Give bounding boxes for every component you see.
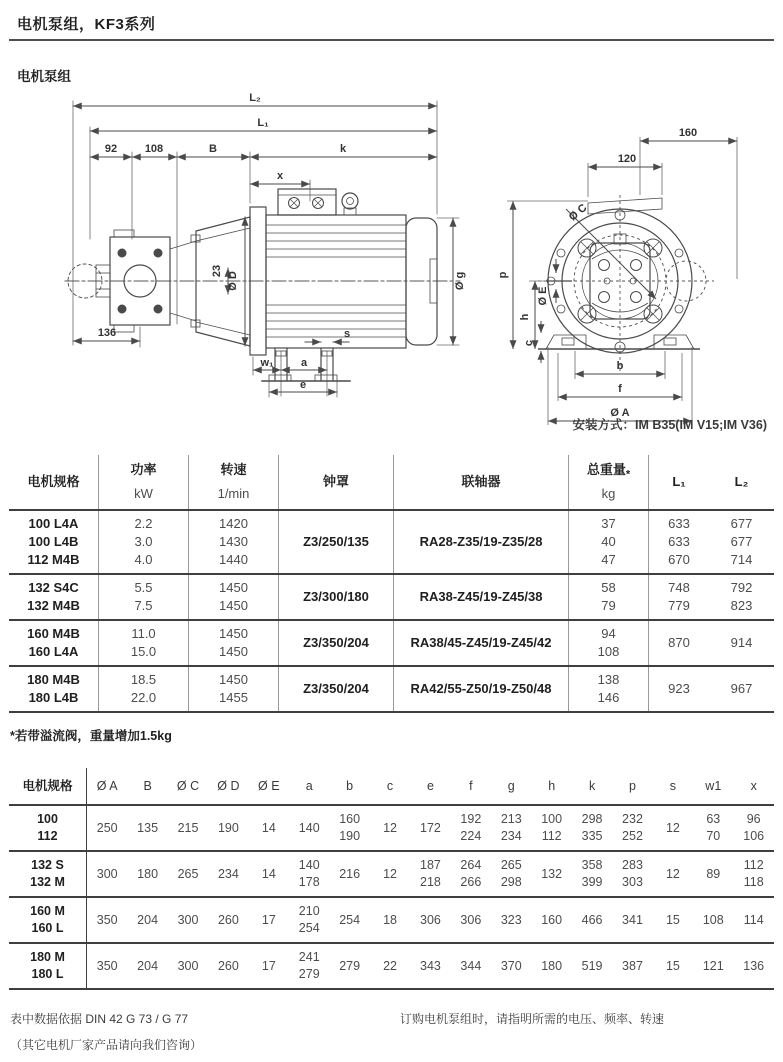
table1-header-speed <box>189 455 279 509</box>
table2-cell: 63 70 <box>706 812 721 843</box>
table1-header-coupling <box>394 455 569 509</box>
table1-unit-speed: 1/min <box>217 486 250 501</box>
table1-header-coupling-label: 联轴器 <box>461 474 501 489</box>
footer-consult-note: （其它电机厂家产品请向我们咨询） <box>10 1038 203 1052</box>
table1-cell-models: 132 S4C 132 M4B <box>9 575 99 619</box>
technical-drawing <box>10 89 775 441</box>
table2-header-a: a <box>305 778 313 793</box>
table1-group-180 <box>9 667 774 713</box>
dim-label-92: 92 <box>104 143 118 155</box>
table2-cell: 265 <box>177 866 199 881</box>
table2-cell: 108 <box>702 912 724 927</box>
table1-cell-l1: 633 633 670 <box>668 516 690 567</box>
table2-header-w1: w1 <box>705 778 722 793</box>
table2-header-k: k <box>588 778 596 793</box>
table2-cell: 234 <box>217 866 239 881</box>
table2-cell: 250 <box>96 820 118 835</box>
table2-cell: 136 <box>743 958 765 973</box>
table1-cell-power: 11.0 15.0 <box>99 621 189 665</box>
dim-label-k: k <box>339 143 347 155</box>
table1-cell-models: 160 M4B 160 L4A <box>9 621 99 665</box>
table2-cell: 215 <box>177 820 199 835</box>
table2-header-oa: Ø A <box>96 778 118 793</box>
table1-cell-weight: 138 146 <box>569 667 649 711</box>
table2-cell: 387 <box>622 958 643 973</box>
table1-group-100 <box>9 511 774 575</box>
dim-label-108: 108 <box>144 143 164 155</box>
table2-cell: 519 <box>581 958 603 973</box>
table2-cell: 114 <box>743 912 764 927</box>
section-heading: 电机泵组 <box>17 69 71 84</box>
table2-cell: 254 <box>339 912 361 927</box>
table2-header-oe: Ø E <box>258 778 280 793</box>
table2-cell: 17 <box>261 912 276 927</box>
table2-cell-models: 100 112 <box>9 806 87 850</box>
table2-cell: 370 <box>500 958 522 973</box>
table2-header-c: c <box>386 778 394 793</box>
table2-header-model: 电机规格 <box>9 768 87 804</box>
dimensions-table <box>9 768 774 990</box>
table2-header-e: e <box>426 778 434 793</box>
table1-cell-l1: 923 <box>668 681 690 696</box>
table1-header-l2-label: L₂ <box>734 474 749 489</box>
dim-label-oc: Ø C <box>566 201 590 224</box>
table2-cell: 192 224 <box>460 812 482 843</box>
table2-cell: 210 254 <box>298 904 320 935</box>
table2-cell: 204 <box>137 958 159 973</box>
table2-cell: 89 <box>706 866 721 881</box>
table1-cell-l1: 870 <box>668 635 690 650</box>
table1-cell-speed: 1450 1450 <box>189 575 279 619</box>
table2-cell: 204 <box>137 912 159 927</box>
table2-cell: 344 <box>460 958 482 973</box>
table2-cell: 343 <box>420 958 441 973</box>
table1-header-weight-text: 总重量 <box>586 462 626 477</box>
table1-cell-coupling: RA28-Z35/19-Z35/28 <box>394 511 569 573</box>
dim-label-b: B <box>209 143 217 155</box>
table2-cell: 341 <box>622 912 643 927</box>
table2-cell: 172 <box>420 820 441 835</box>
table1-header-model <box>9 455 99 509</box>
table1-header-bell <box>279 455 394 509</box>
table2-cell: 96 106 <box>743 812 765 843</box>
table1-header-l1-label: L₁ <box>672 474 686 489</box>
front-view-drawing <box>497 127 737 425</box>
table1-header-bell-label: 钟罩 <box>322 474 349 489</box>
table1-cell-power: 2.2 3.0 4.0 <box>99 511 189 573</box>
side-view-drawing <box>65 92 466 397</box>
table2-cell: 232 252 <box>622 812 643 843</box>
dim-label-c: c <box>523 339 535 347</box>
table2-header-s: s <box>669 778 677 793</box>
table1-header-l1 <box>649 455 709 509</box>
table1-cell-weight: 94 108 <box>569 621 649 665</box>
table2-cell: 264 266 <box>460 858 482 889</box>
table1-cell-coupling: RA38-Z45/19-Z45/38 <box>394 575 569 619</box>
table2-cell: 306 <box>420 912 441 927</box>
table2-cell: 300 <box>177 958 199 973</box>
table2-cell: 22 <box>383 958 397 973</box>
table2-cell: 14 <box>261 866 276 881</box>
table2-cell: 306 <box>460 912 482 927</box>
page-title: 电机泵组，KF3系列 <box>17 16 156 33</box>
dim-label-23: 23 <box>211 264 223 278</box>
table1-weight-asterisk: * <box>625 468 631 481</box>
dim-label-160: 160 <box>678 127 698 139</box>
table1-cell-power: 5.5 7.5 <box>99 575 189 619</box>
motor-pump-table <box>9 455 774 713</box>
dim-label-l1: L₁ <box>257 117 269 129</box>
catalog-page <box>0 13 783 1052</box>
dim-label-a: a <box>300 357 308 369</box>
table2-row-160 <box>9 898 774 944</box>
table1-header-model-label: 电机规格 <box>27 474 80 489</box>
table1-cell-bell: Z3/250/135 <box>279 511 394 573</box>
table1-header-weight <box>569 455 649 509</box>
table2-cell-models: 180 M 180 L <box>9 944 87 988</box>
dim-label-h: h <box>519 313 531 321</box>
table2-cell: 216 <box>339 866 361 881</box>
table2-cell: 112 118 <box>743 858 764 889</box>
table1-cell-models: 180 M4B 180 L4B <box>9 667 99 711</box>
table1-group-132 <box>9 575 774 621</box>
table2-cell: 12 <box>383 820 397 835</box>
table2-cell: 300 <box>177 912 199 927</box>
table2-header-od: Ø D <box>217 778 240 793</box>
table2-row-180 <box>9 944 774 990</box>
table2-header-g: g <box>507 778 515 793</box>
table1-header-weight-label <box>587 461 630 484</box>
table2-cell: 187 218 <box>420 858 441 889</box>
table2-cell: 279 <box>339 958 361 973</box>
table1-cell-bell: Z3/350/204 <box>279 667 394 711</box>
table1-cell-speed: 1450 1455 <box>189 667 279 711</box>
table2-cell: 213 234 <box>500 812 522 843</box>
title-divider <box>9 39 774 41</box>
table1-unit-power: kW <box>134 486 153 501</box>
dim-label-oe: Ø E <box>537 286 549 306</box>
table2-cell: 12 <box>665 866 680 881</box>
table1-cell-speed: 1450 1450 <box>189 621 279 665</box>
dim-label-p: p <box>497 271 509 279</box>
dim-label-s: s <box>343 328 351 340</box>
table1-cell-l2: 792 823 <box>730 580 753 613</box>
table1-header-l2 <box>709 455 774 509</box>
dim-label-og: Ø g <box>454 271 466 291</box>
table1-cell-bell: Z3/350/204 <box>279 621 394 665</box>
table2-cell: 265 298 <box>500 858 522 889</box>
table2-cell: 160 190 <box>339 812 361 843</box>
table2-cell: 466 <box>581 912 603 927</box>
table1-cell-models: 100 L4A 100 L4B 112 M4B <box>9 511 99 573</box>
table2-cell: 298 335 <box>581 812 603 843</box>
dim-label-f: f <box>618 383 622 395</box>
table1-cell-l2: 914 <box>730 635 753 650</box>
table1-header-speed-label: 转速 <box>220 462 247 477</box>
table2-cell: 358 399 <box>581 858 603 889</box>
dim-label-136: 136 <box>97 327 117 339</box>
table2-header-h: h <box>548 778 556 793</box>
table2-cell: 140 178 <box>298 858 320 889</box>
dim-label-w1: w₁ <box>260 357 274 369</box>
table2-cell: 241 279 <box>298 950 320 981</box>
dim-label-od: Ø D <box>227 271 239 291</box>
table2-cell: 18 <box>383 912 397 927</box>
table1-header-row <box>9 455 774 511</box>
table1-cell-bell: Z3/300/180 <box>279 575 394 619</box>
table2-cell-models: 160 M 160 L <box>9 898 87 942</box>
table1-unit-weight: kg <box>601 486 616 501</box>
table2-cell: 350 <box>96 958 118 973</box>
dim-label-120: 120 <box>617 153 637 165</box>
dim-label-oa: Ø A <box>610 407 630 419</box>
table2-cell: 132 <box>541 866 563 881</box>
table1-cell-weight: 37 40 47 <box>569 511 649 573</box>
table1-cell-weight: 58 79 <box>569 575 649 619</box>
table1-cell-coupling: RA42/55-Z50/19-Z50/48 <box>394 667 569 711</box>
page-footer <box>10 1010 773 1062</box>
table1-header-power-label: 功率 <box>130 462 157 477</box>
table2-cell: 12 <box>383 866 397 881</box>
table1-cell-l1: 748 779 <box>668 580 690 613</box>
footer-din-note: 表中数据依据 DIN 42 G 73 / G 77 <box>10 1012 189 1026</box>
table2-cell: 260 <box>217 958 239 973</box>
table1-header-power <box>99 455 189 509</box>
table1-cell-l2: 967 <box>730 681 753 696</box>
table2-cell: 121 <box>702 958 724 973</box>
footer-left <box>10 1010 400 1062</box>
table2-header-dim-b: b <box>346 778 354 793</box>
table2-cell: 160 <box>541 912 563 927</box>
table2-cell: 283 303 <box>622 858 643 889</box>
table2-header-b: B <box>143 778 152 793</box>
table2-cell: 190 <box>217 820 239 835</box>
table2-header-oc: Ø C <box>176 778 200 793</box>
table2-header-row <box>9 768 774 806</box>
table2-header-f: f <box>469 778 473 793</box>
table2-row-132 <box>9 852 774 898</box>
table1-cell-l2: 677 677 714 <box>730 516 753 567</box>
table2-cell: 260 <box>217 912 239 927</box>
table2-header-x: x <box>750 778 757 793</box>
table2-cell: 323 <box>500 912 522 927</box>
table1-cell-coupling: RA38/45-Z45/19-Z45/42 <box>394 621 569 665</box>
table2-cell: 180 <box>541 958 563 973</box>
table2-cell: 14 <box>261 820 276 835</box>
relief-valve-note: *若带溢流阀，重量增加1.5kg <box>10 729 172 743</box>
mounting-note: 安装方式：IM B35(IM V15;IM V36) <box>572 418 767 432</box>
table2-row-100 <box>9 806 774 852</box>
table2-cell: 350 <box>96 912 118 927</box>
dim-label-x: x <box>276 170 284 182</box>
table2-cell: 140 <box>298 820 320 835</box>
table2-cell-models: 132 S 132 M <box>9 852 87 896</box>
table2-cell: 15 <box>665 958 680 973</box>
table1-group-160 <box>9 621 774 667</box>
footer-order-note: 订购电机泵组时，请指明所需的电压、频率、转速 <box>400 1012 665 1026</box>
table2-cell: 135 <box>137 820 159 835</box>
table2-cell: 100 112 <box>541 812 563 843</box>
table2-cell: 300 <box>96 866 118 881</box>
table2-header-p: p <box>629 778 636 793</box>
table2-cell: 15 <box>665 912 680 927</box>
table2-cell: 17 <box>261 958 276 973</box>
table1-cell-power: 18.5 22.0 <box>99 667 189 711</box>
table1-cell-speed: 1420 1430 1440 <box>189 511 279 573</box>
table2-cell: 180 <box>137 866 159 881</box>
motor-outline <box>262 189 437 381</box>
dim-label-b: b <box>616 360 624 372</box>
table2-cell: 12 <box>665 820 680 835</box>
dim-label-e: e <box>299 379 307 391</box>
dim-label-l2: L₂ <box>249 92 261 104</box>
